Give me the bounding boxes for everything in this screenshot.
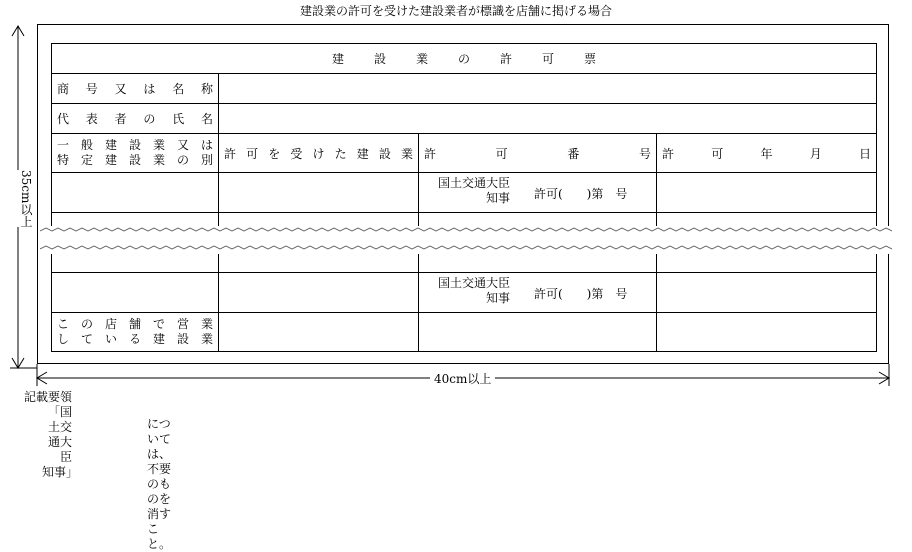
label-category-line1: 一般建設業又は xyxy=(57,138,213,152)
header-permit-date: 許可年月日 xyxy=(657,134,877,173)
label-category-line2: 特定建設業の別 xyxy=(57,153,213,167)
label-store-line2: している建設業 xyxy=(57,332,213,346)
notes-quote-line2: 知事」 xyxy=(42,465,79,479)
label-trade-name: 商号又は名称 xyxy=(52,74,219,104)
width-dimension-label: 40cm以上 xyxy=(430,370,495,387)
permit-minister-2: 国土交通大臣 xyxy=(438,276,511,290)
notes-section xyxy=(24,390,172,551)
header-permitted-business: 許可を受けた建設業 xyxy=(219,134,419,173)
permit-governor-1: 知事 xyxy=(486,191,511,205)
permit-number-format-1: 許可( )第 号 xyxy=(534,187,628,201)
height-dimension-label: 35cm以上 xyxy=(16,170,36,227)
label-store-line1: この店舗で営業 xyxy=(57,317,213,331)
notes-instruction: については、不要のものを消すこと。 xyxy=(147,417,172,551)
notes-quote xyxy=(42,405,79,480)
header-permit-number: 許可番号 xyxy=(419,134,657,173)
notes-heading: 記載要領 xyxy=(24,390,73,404)
notes-quote-line1: 「国土交通大臣 xyxy=(48,405,73,464)
page-caption: 建設業の許可を受けた建設業者が標識を店舗に掲げる場合 xyxy=(299,4,612,18)
table-title: 建設業の許可票 xyxy=(52,44,877,74)
notes-body xyxy=(24,405,172,551)
label-representative: 代表者の氏名 xyxy=(52,104,219,134)
permit-number-format-2: 許可( )第 号 xyxy=(534,287,628,301)
permit-minister-1: 国土交通大臣 xyxy=(438,176,511,190)
permit-governor-2: 知事 xyxy=(486,291,511,305)
